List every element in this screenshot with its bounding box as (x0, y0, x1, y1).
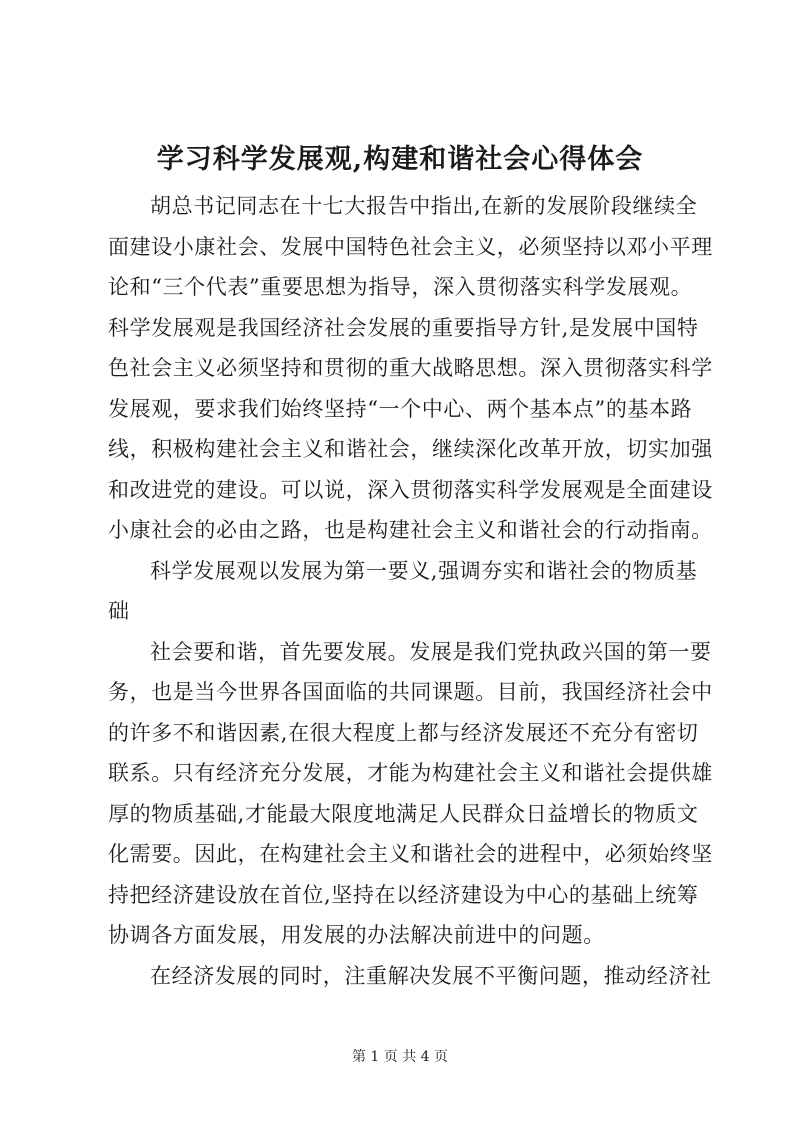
text-line: 联系。只有经济充分发展，才能为构建社会主义和谐社会提供雄 (108, 761, 713, 785)
text-line: 面建设小康社会、发展中国特色社会主义，必须坚持以邓小平理 (108, 234, 713, 259)
text-line: 在经济发展的同时，注重解决发展不平衡问题，推动经济社 (150, 963, 712, 988)
text-line: 化需要。因此，在构建社会主义和谐社会的进程中，必须始终坚 (108, 842, 713, 866)
text-line: 小康社会的必由之路，也是构建社会主义和谐社会的行动指南。 (108, 518, 713, 542)
text-line: 协调各方面发展，用发展的办法解决前进中的问题。 (108, 923, 605, 947)
text-line: 色社会主义必须坚持和贯彻的重大战略思想。深入贯彻落实科学 (108, 356, 713, 380)
text-line: 线，积极构建社会主义和谐社会，继续深化改革开放，切实加强 (108, 437, 713, 461)
text-line: 胡总书记同志在十七大报告中指出,在新的发展阶段继续全 (150, 194, 698, 218)
text-line: 持把经济建设放在首位,坚持在以经济建设为中心的基础上统筹 (108, 882, 699, 907)
text-line: 论和“三个代表”重要思想为指导，深入贯彻落实科学发展观。 (108, 275, 693, 299)
text-line: 的许多不和谐因素,在很大程度上都与经济发展还不充分有密切 (108, 720, 699, 745)
text-line: 厚的物质基础,才能最大限度地满足人民群众日益增长的物质文 (108, 801, 699, 826)
text-line: 社会要和谐，首先要发展。发展是我们党执政兴国的第一要 (150, 639, 712, 664)
page-number: 第 1 页 共 4 页 (351, 1049, 449, 1065)
document-body (108, 186, 713, 996)
text-line: 发展观，要求我们始终坚持“一个中心、两个基本点”的基本路 (108, 396, 693, 421)
text-line: 和改进党的建设。可以说，深入贯彻落实科学发展观是全面建设 (108, 477, 713, 502)
document-title: 学习科学发展观,构建和谐社会心得体会 (156, 144, 644, 175)
page-footer (0, 1047, 800, 1067)
text-line: 务，也是当今世界各国面临的共同课题。目前，我国经济社会中 (108, 680, 713, 704)
section-heading-line: 础 (108, 599, 130, 623)
section-heading-line: 科学发展观以发展为第一要义,强调夯实和谐社会的物质基 (150, 558, 698, 583)
text-line: 科学发展观是我国经济社会发展的重要指导方针,是发展中国特 (108, 315, 699, 340)
